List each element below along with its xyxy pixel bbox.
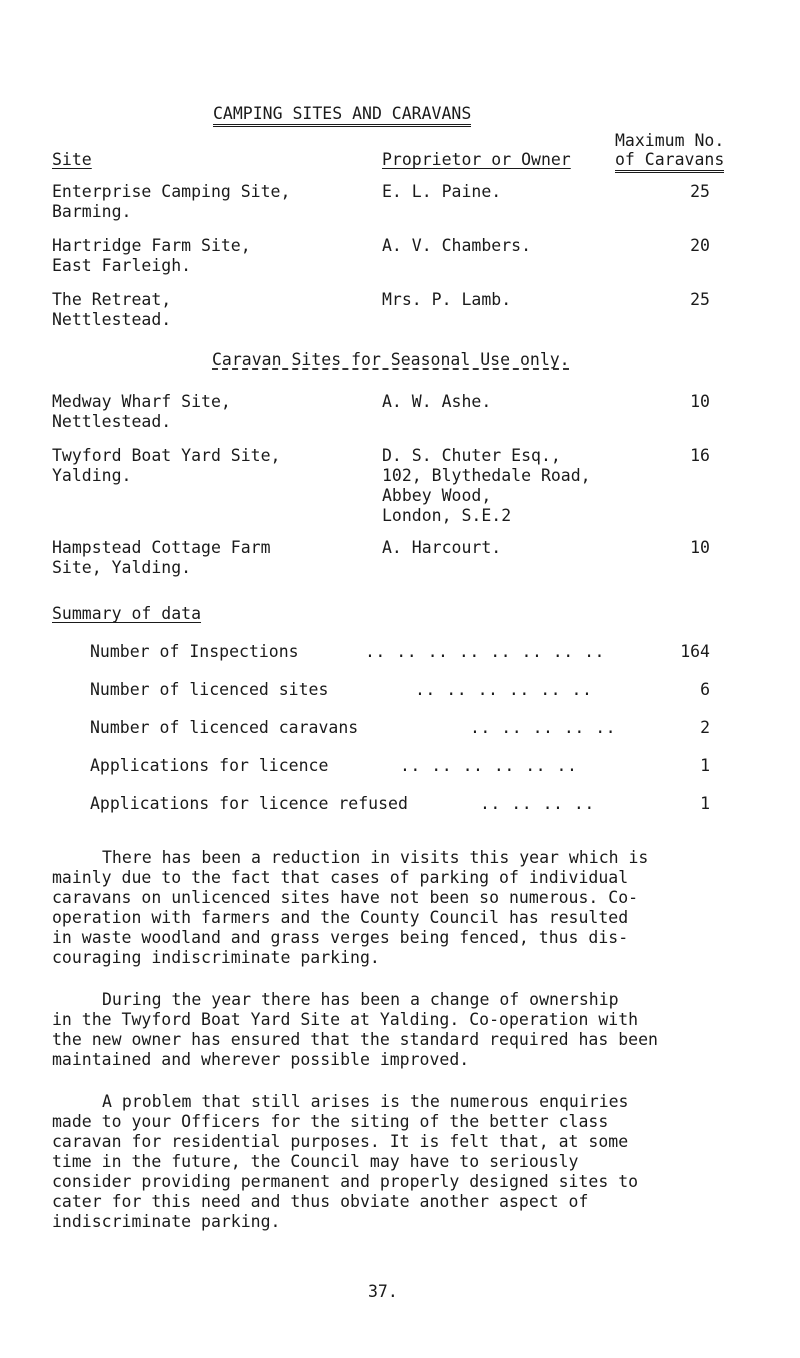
site-name: Enterprise Camping Site, Barming. xyxy=(52,182,291,221)
seasonal-site-max: 10 xyxy=(690,538,710,557)
seasonal-site-owner: A. Harcourt. xyxy=(382,538,502,557)
summary-label: Number of licenced caravans xyxy=(90,718,359,737)
seasonal-site-owner: A. W. Ashe. xyxy=(382,392,492,411)
page-number: 37. xyxy=(368,1282,398,1301)
site-owner: E. L. Paine. xyxy=(382,182,502,201)
summary-label: Applications for licence refused xyxy=(90,794,408,813)
column-header-site: Site xyxy=(52,150,92,169)
summary-value: 1 xyxy=(700,756,710,775)
seasonal-site-max: 10 xyxy=(690,392,710,411)
summary-label: Applications for licence xyxy=(90,756,329,775)
column-header-max-line1: Maximum No. xyxy=(615,131,725,150)
seasonal-site-name: Hampstead Cottage Farm Site, Yalding. xyxy=(52,538,271,577)
summary-heading: Summary of data xyxy=(52,604,202,623)
seasonal-site-owner: D. S. Chuter Esq., 102, Blythedale Road, Abbey Wood, London, S.E.2 xyxy=(382,446,591,525)
paragraph: A problem that still arises is the numerous enquiries made to your Officers for the siting of the better class caravan for residential purposes. It is felt that, at some time in the future, the Council may have to seriously consider providing permanent and properly designed sites to cater for this need and thus obviate another aspect of indiscriminate parking. xyxy=(52,1092,639,1231)
site-max: 25 xyxy=(690,182,710,201)
column-header-proprietor: Proprietor or Owner xyxy=(382,150,571,169)
page-title: CAMPING SITES AND CARAVANS xyxy=(213,104,471,127)
summary-value: 2 xyxy=(700,718,710,737)
summary-label: Number of licenced sites xyxy=(90,680,329,699)
column-header-max-line2: of Caravans xyxy=(615,150,724,173)
site-owner: A. V. Chambers. xyxy=(382,236,532,255)
seasonal-site-name: Twyford Boat Yard Site, Yalding. xyxy=(52,446,281,485)
seasonal-site-name: Medway Wharf Site, Nettlestead. xyxy=(52,392,231,431)
site-name: Hartridge Farm Site, East Farleigh. xyxy=(52,236,251,275)
seasonal-heading: Caravan Sites for Seasonal Use only. xyxy=(212,350,570,369)
summary-value: 6 xyxy=(700,680,710,699)
site-owner: Mrs. P. Lamb. xyxy=(382,290,512,309)
summary-value: 164 xyxy=(680,642,710,661)
paragraph: There has been a reduction in visits this year which is mainly due to the fact that cases of parking of individual caravans on unlicenced sites have not been so numerous. Co- operation with farmers and the County Council has resulted in waste woodland and grass verges being fenced, thus dis- couraging indiscriminate parking. xyxy=(52,848,649,967)
paragraph: During the year there has been a change of ownership in the Twyford Boat Yard Site at Yalding. Co-operation with the new owner has ensured that the standard required has been maintained and wherever possible improved. xyxy=(52,990,658,1069)
summary-leader: .. .. .. .. xyxy=(480,794,595,813)
site-max: 20 xyxy=(690,236,710,255)
summary-leader: .. .. .. .. .. xyxy=(470,718,617,737)
summary-leader: .. .. .. .. .. .. xyxy=(400,756,578,775)
summary-leader: .. .. .. .. .. .. xyxy=(415,680,593,699)
site-max: 25 xyxy=(690,290,710,309)
summary-leader: .. .. .. .. .. .. .. .. xyxy=(365,642,605,661)
site-name: The Retreat, Nettlestead. xyxy=(52,290,172,329)
seasonal-site-max: 16 xyxy=(690,446,710,465)
summary-value: 1 xyxy=(700,794,710,813)
summary-label: Number of Inspections xyxy=(90,642,299,661)
